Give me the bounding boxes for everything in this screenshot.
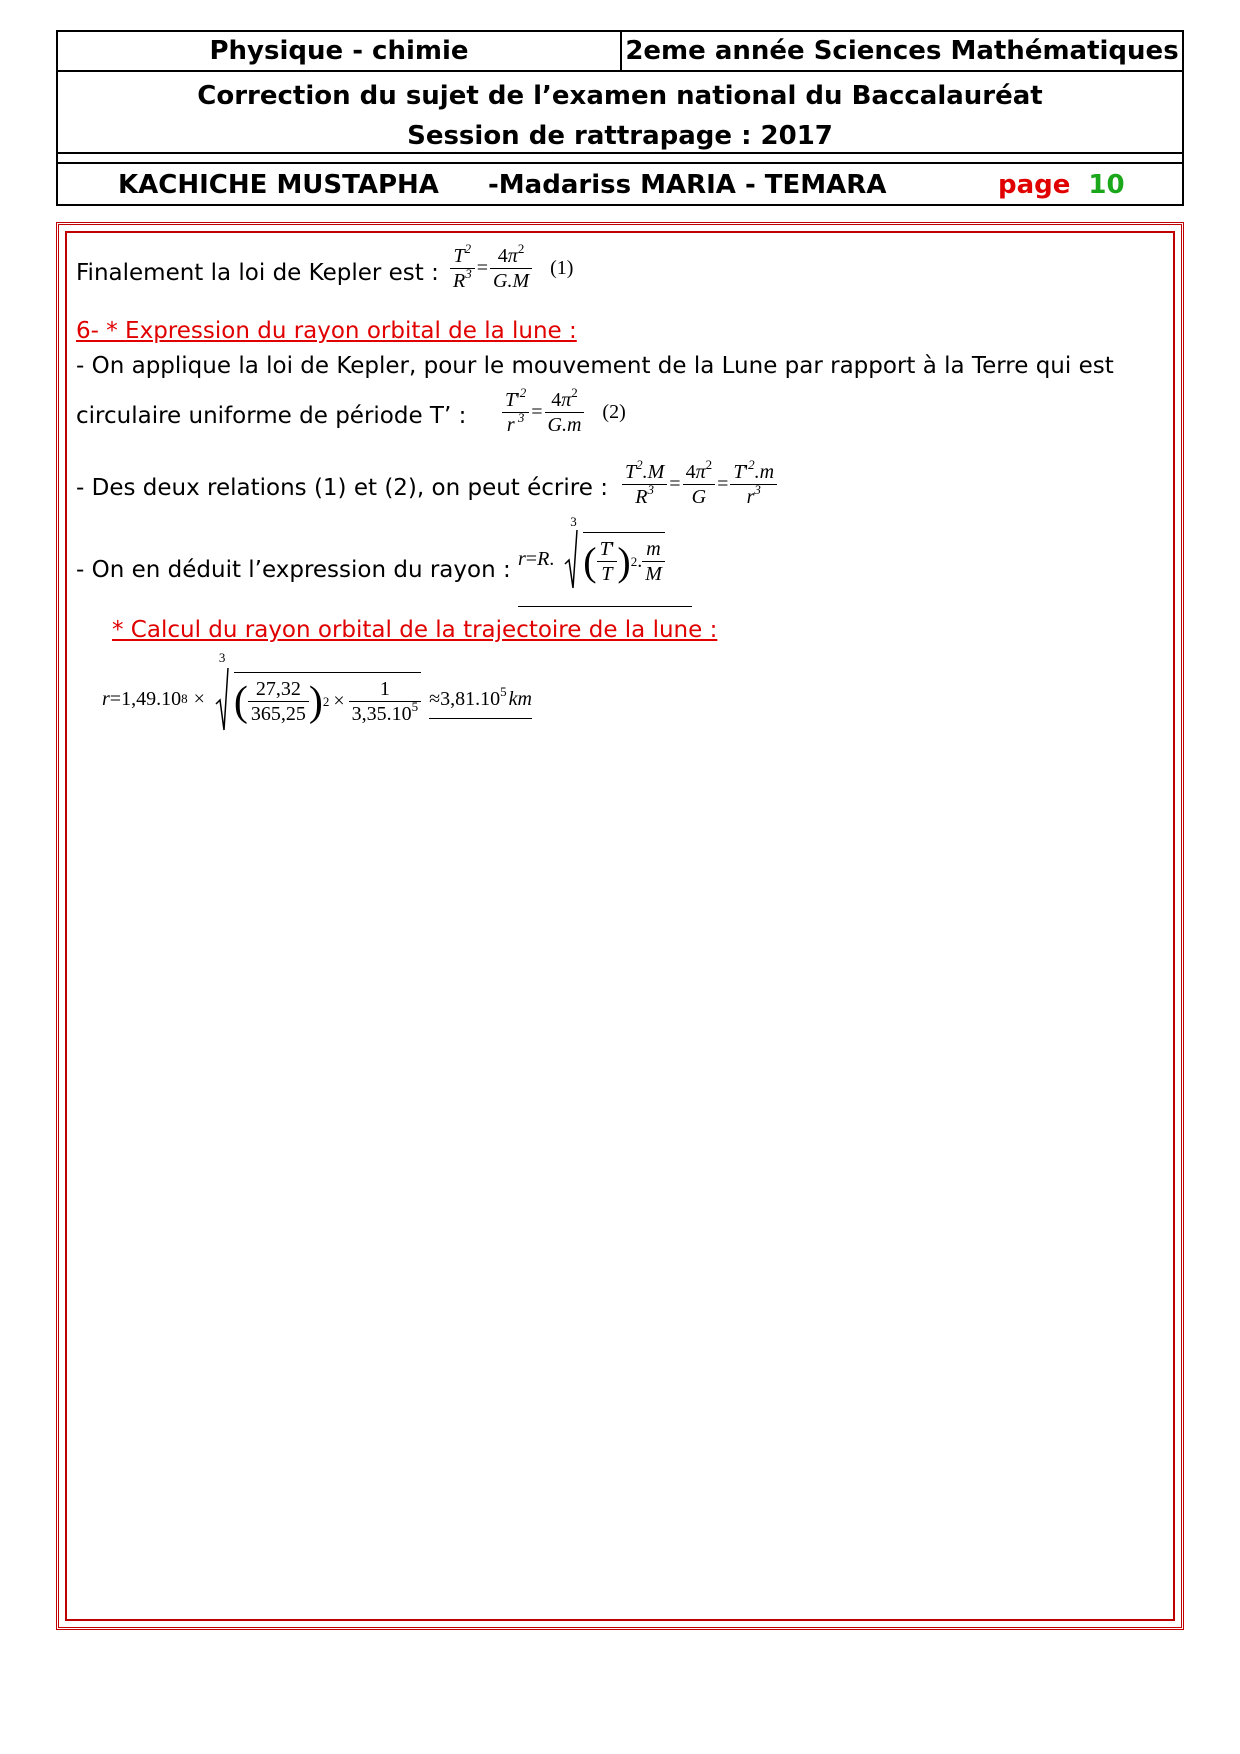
school-name: -Madariss MARIA - TEMARA [488, 170, 887, 200]
deduce-line: - On en déduit l’expression du rayon : [76, 557, 511, 583]
relations-line: - Des deux relations (1) et (2), on peut écrire : [76, 475, 608, 501]
apply-kepler-line: - On applique la loi de Kepler, pour le mouvement de la Lune par rapport à la Terre qui est [76, 353, 1114, 379]
equation-label-2: (2) [602, 401, 626, 423]
subject-cell: Physique - chimie [58, 32, 622, 70]
session-title: Session de rattrapage : 2017 [407, 121, 833, 151]
cube-root: 3 ( $\frac{T'}{T}$ ) 2 . $\frac{m}{M}$ [564, 526, 665, 592]
radical-sign [564, 526, 578, 592]
kepler-intro: Finalement la loi de Kepler est : [76, 260, 439, 286]
result-value: ≈3,81.10 [429, 687, 501, 710]
header-divider [58, 152, 1182, 154]
level-cell: 2eme année Sciences Mathématiques [625, 36, 1179, 66]
radius-expression: r = R . 3 ( $\frac{T'}{T}$ ) 2 . $\frac{m}{M}$ [518, 526, 665, 592]
cube-root: 3 ( $\frac{27,32}{365,25}$ ) 2 × $\frac{1}{3,35.10^5}$ [215, 664, 421, 734]
radical-sign [215, 664, 229, 734]
times-sign: × [193, 687, 205, 710]
author-name: KACHICHE MUSTAPHA [118, 170, 439, 200]
exam-title: Correction du sujet de l’examen national du Baccalauréat [197, 81, 1043, 111]
kepler-law-equation: $\frac{T^2}{R^3}$ = $\frac{4\pi^2}{G.M}$ (1) [450, 244, 573, 293]
equation-label-1: (1) [550, 257, 574, 279]
result-underline [429, 718, 532, 719]
exponent: 5 [411, 699, 419, 714]
fraction: $\frac{T'^2}{r ^3}$ [502, 388, 529, 437]
content-frame-inner [65, 231, 1175, 1621]
uniform-circular-line: circulaire uniforme de période T’ : [76, 403, 467, 429]
r-prefix: =1,49.10 [109, 687, 182, 710]
times-sign: × [333, 690, 345, 712]
result-unit: km [508, 687, 532, 710]
header-row-top [58, 32, 1182, 72]
mass-numerator: 1 [349, 677, 422, 702]
fraction: $\frac{4\pi^2}{G.M}$ [490, 244, 532, 293]
exponent: 5 [500, 683, 507, 699]
calc-title: * Calcul du rayon orbital de la trajectoire de la lune : [112, 617, 718, 643]
page-indicator [998, 166, 1125, 204]
page-number: 10 [1088, 170, 1125, 200]
result-underline [518, 606, 692, 607]
page-label: page [998, 170, 1071, 200]
calc-result [429, 683, 532, 711]
fraction: $\frac{T'^2.m}{r^3}$ [730, 460, 777, 509]
fraction: $\frac{T^2.M}{R^3}$ [622, 460, 667, 509]
moon-kepler-equation: $\frac{T'^2}{r ^3}$ = $\frac{4\pi^2}{G.m}$ (2) [502, 388, 626, 437]
numeric-calculation: r =1,49.10 8 × 3 ( $\frac{27,32}{365,25}$ ) 2 × $\frac{1}{3,35.10^5}$ $\approx 3,81.10^5$ km [102, 664, 532, 734]
combined-equation: $\frac{T^2.M}{R^3}$ = $\frac{4\pi^2}{G}$ = $\frac{T'^2.m}{r^3}$ [622, 460, 777, 509]
page-header [56, 30, 1184, 206]
section-6-title: 6- * Expression du rayon orbital de la lune : [76, 318, 577, 344]
ratio-denominator: 365,25 [250, 703, 306, 725]
fraction: $\frac{T^2}{R^3}$ [450, 244, 475, 293]
header-author-row [58, 166, 1182, 204]
fraction: $\frac{4\pi^2}{G.m}$ [545, 388, 585, 437]
fraction: $\frac{4\pi^2}{G}$ [683, 460, 716, 509]
mass-denominator: 3,35.10 [351, 703, 412, 725]
header-divider [58, 162, 1182, 164]
ratio-numerator: 27,32 [248, 677, 309, 702]
